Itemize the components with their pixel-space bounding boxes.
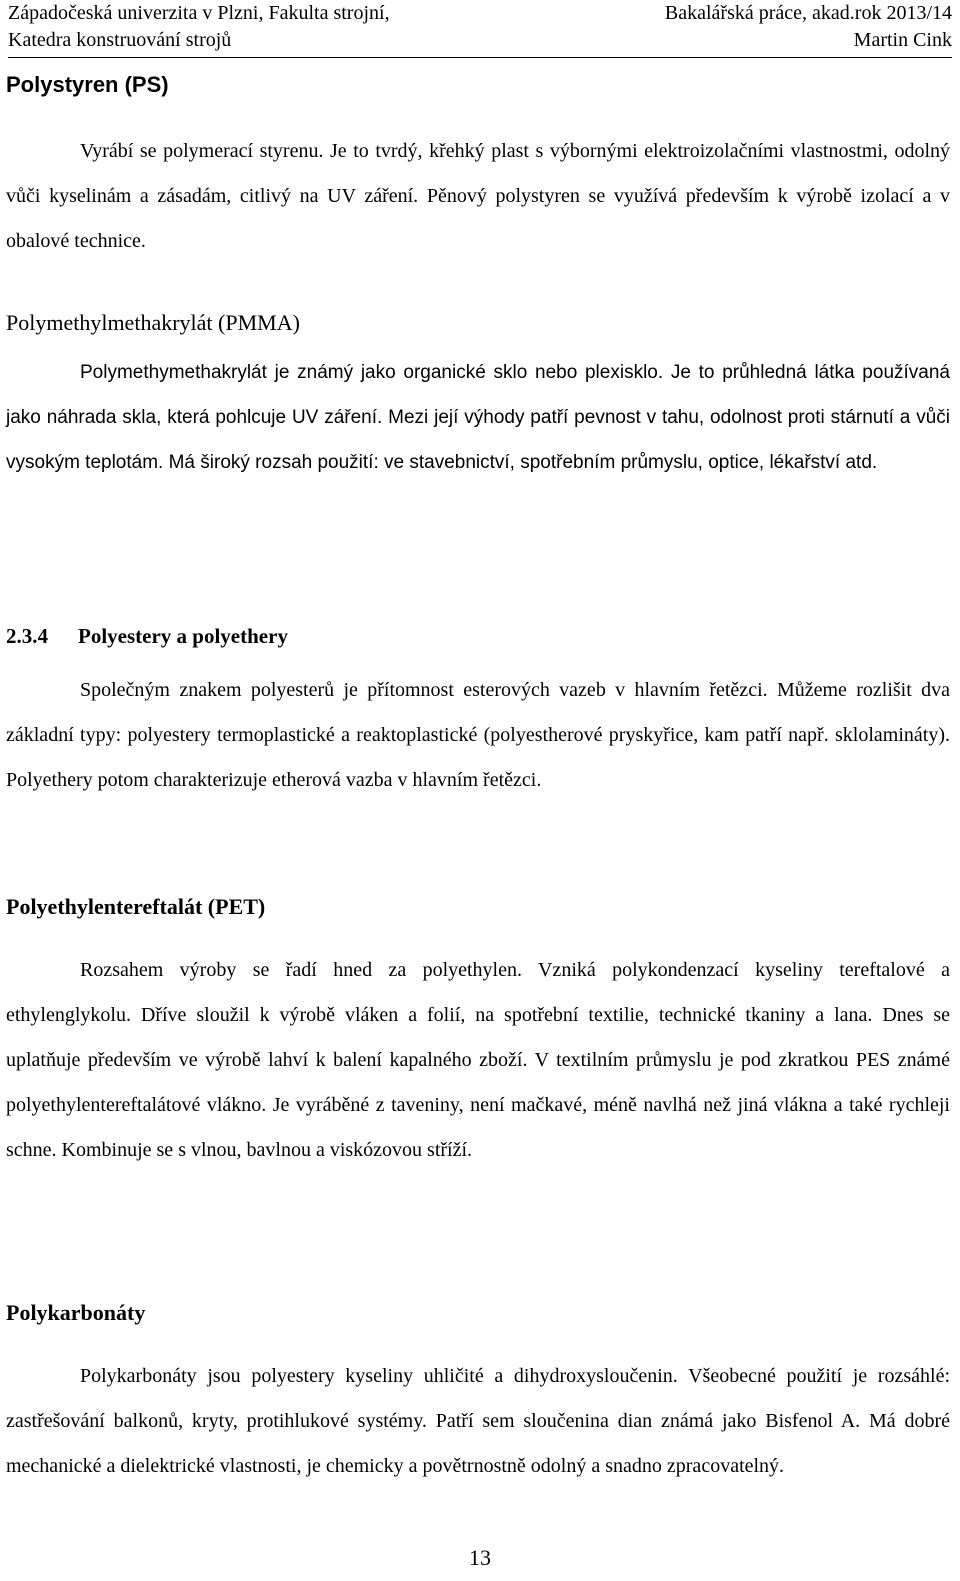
header-author: Martin Cink	[853, 29, 952, 51]
page-number: 13	[469, 1545, 491, 1570]
heading-pmma: Polymethylmethakrylát (PMMA)	[6, 310, 300, 335]
heading-polystyren: Polystyren (PS)	[6, 72, 169, 97]
paragraph-polykarbonaty: Polykarbonáty jsou polyestery kyseliny uhličité a dihydroxysloučenin. Všeobecné použití je rozsáhlé: zastřešování balkonů, kryty, protihlukové systémy. Patří sem sloučenina dian známá jako Bisfenol A. Má dobré mechanické a dielektrické vlastnosti, je chemicky a povětrnostně odolný a snadno zpracovatelný.	[6, 1365, 950, 1477]
header-department: Katedra konstruování strojů	[8, 29, 232, 51]
header-university: Západočeská univerzita v Plzni, Fakulta strojní,	[8, 2, 390, 24]
paragraph-pet: Rozsahem výroby se řadí hned za polyethylen. Vzniká polykondenzací kyseliny tereftalové a ethylenglykolu. Dříve sloužil k výrobě vláken a folií, na spotřební textilie, technické tkaniny a lana. Dnes se uplatňuje především ve výrobě lahví k balení kapalného zboží. V textilním průmyslu je pod zkratkou PES známé polyethylentereftalátové vlákno. Je vyráběné z taveniny, není mačkavé, méně navlhá než jiná vlákna a také rychleji schne. Kombinuje se s vlnou, bavlnou a viskózovou stříží.	[6, 959, 950, 1161]
section-polystyren	[6, 129, 950, 264]
section-pmma	[6, 350, 950, 485]
section-polyestery	[6, 668, 950, 803]
section-pet	[6, 948, 950, 1173]
paragraph-polyestery: Společným znakem polyesterů je přítomnost esterových vazeb v hlavním řetězci. Můžeme rozlišit dva základní typy: polyestery termoplastické a reaktoplastické (polyestherové pryskyřice, kam patří např. sklolamináty). Polyethery potom charakterizuje etherová vazba v hlavním řetězci.	[6, 679, 950, 791]
section-title: Polyestery a polyethery	[78, 624, 288, 648]
section-number: 2.3.4	[6, 624, 48, 648]
header-divider	[8, 57, 952, 58]
heading-pet: Polyethylentereftalát (PET)	[6, 894, 266, 919]
heading-polykarbonaty: Polykarbonáty	[6, 1300, 146, 1325]
paragraph-polystyren: Vyrábí se polymerací styrenu. Je to tvrdý, křehký plast s výbornými elektroizolačními vlastnostmi, odolný vůči kyselinám a zásadám, citlivý na UV záření. Pěnový polystyren se využívá především k výrobě izolací a v obalové technice.	[6, 140, 950, 252]
header-row-1	[8, 2, 952, 25]
section-heading-2-3-4	[6, 624, 288, 649]
page-header	[8, 0, 952, 60]
header-row-2	[8, 29, 952, 52]
section-polykarbonaty	[6, 1354, 950, 1489]
header-thesis-info: Bakalářská práce, akad.rok 2013/14	[664, 2, 952, 24]
paragraph-pmma: Polymethymethakrylát je známý jako organické sklo nebo plexisklo. Je to průhledná látka používaná jako náhrada skla, která pohlcuje UV záření. Mezi její výhody patří pevnost v tahu, odolnost proti stárnutí a vůči vysokým teplotám. Má široký rozsah použití: ve stavebnictví, spotřebním průmyslu, optice, lékařství atd.	[6, 362, 950, 473]
